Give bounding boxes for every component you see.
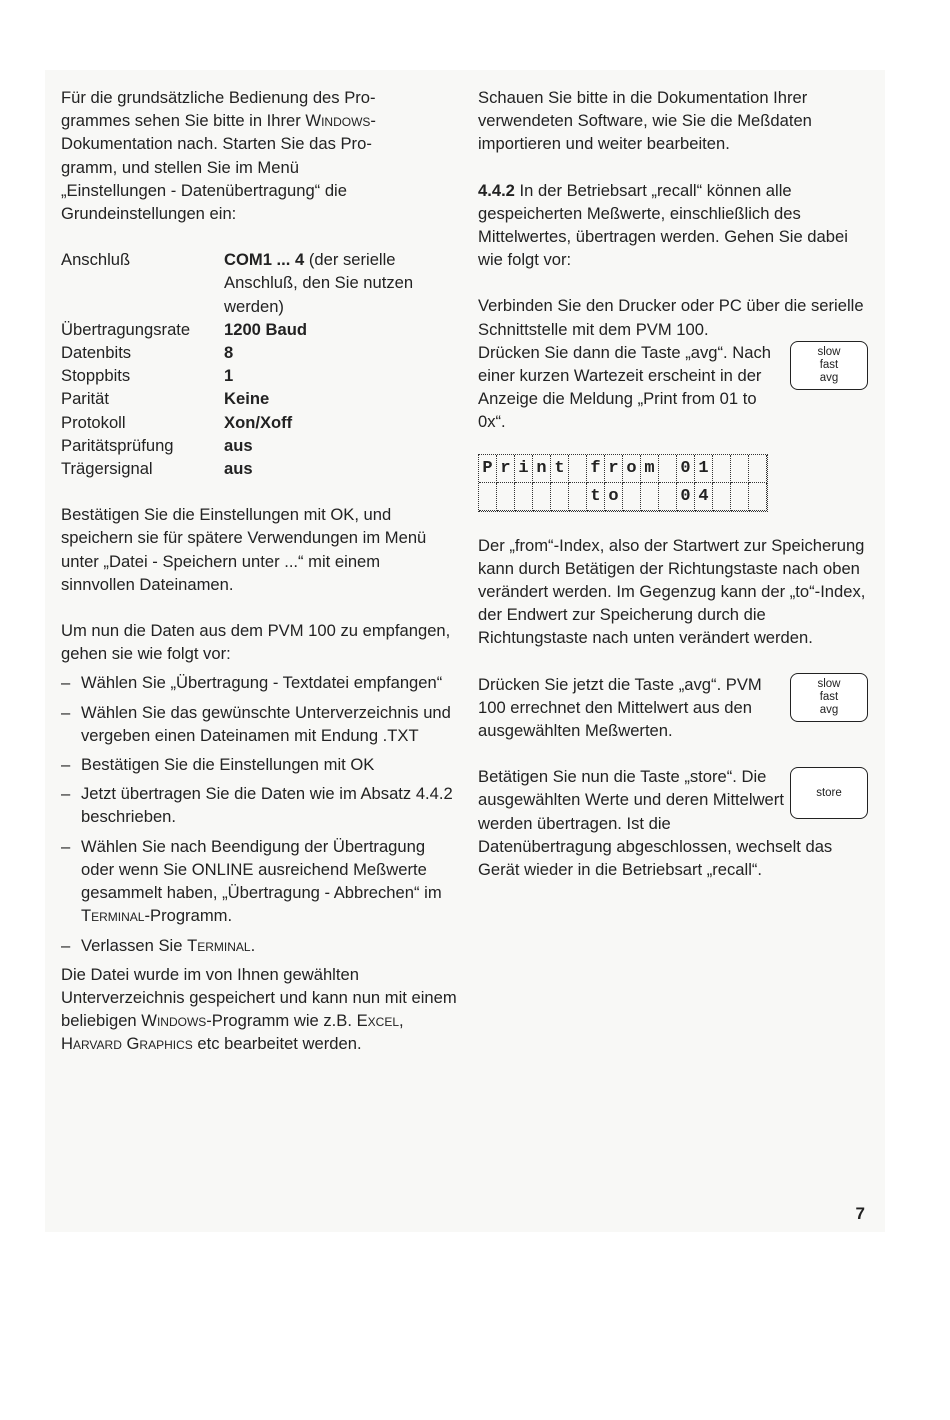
list-item: – Wählen Sie nach Beendigung der Übertragung oder wenn Sie ONLINE ausreichend Meßwerte gesammelt haben, „Übertragung - Abbrechen“ im Terminal-Programm. <box>61 835 457 928</box>
settings-row <box>61 387 457 410</box>
settings-row <box>61 248 457 318</box>
connect-paragraph: Verbinden Sie den Drucker oder PC über die serielle Schnittstelle mit dem PVM 100. <box>478 296 864 339</box>
lcd-cell: f <box>587 455 605 483</box>
press-store-paragraph: Betätigen Sie nun die Taste „store“. Die ausgewählten Werte und deren Mittelwert werden übertragen. Ist die Datenübertragung abgeschlossen, wechselt das Gerät wieder in die Betriebsart „recall“. <box>478 767 833 880</box>
intro-paragraph: Für die grundsätzliche Bedienung des Pro- grammes sehen Sie bitte in Ihrer Windows- Dokumentation nach. Starten Sie das Pro- gramm, und stellen Sie im Menü „Einstellungen - Datenübertragung“ die Grundeinstellungen ein: <box>61 88 376 224</box>
steps-list <box>61 671 457 956</box>
lcd-cell: r <box>497 455 515 483</box>
section-number: 4.4.2 <box>478 180 515 200</box>
settings-row <box>61 434 457 457</box>
list-item: – Wählen Sie „Übertragung - Textdatei empfangen“ <box>61 671 457 694</box>
lcd-cell <box>479 483 497 511</box>
lcd-cell <box>659 483 677 511</box>
setting-label: Paritätsprüfung <box>61 435 174 455</box>
setting-value: Keine <box>224 389 270 409</box>
settings-row <box>61 457 457 480</box>
documentation-paragraph: Schauen Sie bitte in die Dokumentation Ihrer verwendeten Software, wie Sie die Meßdaten importieren und weiter bearbeiten. <box>478 88 812 154</box>
store-key[interactable]: store <box>790 767 868 819</box>
lcd-cell <box>497 483 515 511</box>
document-page <box>45 70 885 1232</box>
lcd-cell: n <box>533 455 551 483</box>
lcd-cell: 1 <box>695 455 713 483</box>
setting-label: Parität <box>61 389 109 409</box>
right-column <box>478 86 870 881</box>
lcd-cell: o <box>605 483 623 511</box>
lcd-cell <box>713 455 731 483</box>
lcd-cell: i <box>515 455 533 483</box>
lcd-cell: P <box>479 455 497 483</box>
setting-label: Trägersignal <box>61 459 153 479</box>
lcd-cell <box>659 455 677 483</box>
list-item: – Wählen Sie das gewünschte Unterverzeichnis und vergeben einen Dateinamen mit Endung .TXT <box>61 701 457 747</box>
lcd-cell <box>713 483 731 511</box>
lcd-cell <box>569 483 587 511</box>
section-4-4-2-paragraph: 4.4.2 In der Betriebsart „recall“ können alle gespeicherten Meßwerte, einschließlich des Mittelwertes, übertragen werden. Gehen Sie dabei wie folgt vor: <box>478 180 848 270</box>
setting-label: Datenbits <box>61 343 132 363</box>
press-avg-2-paragraph: Drücken Sie jetzt die Taste „avg“. PVM 100 errechnet den Mittelwert aus den ausgewählten Meßwerten. <box>478 674 762 741</box>
settings-row <box>61 341 457 364</box>
lcd-cell <box>515 483 533 511</box>
list-item: – Verlassen Sie Terminal. <box>61 934 457 957</box>
lcd-cell <box>749 483 767 511</box>
lcd-cell: t <box>587 483 605 511</box>
settings-row <box>61 411 457 434</box>
setting-value: aus <box>224 435 253 455</box>
setting-label: Übertragungsrate <box>61 319 191 339</box>
lcd-grid <box>478 454 768 512</box>
from-to-paragraph: Der „from“-Index, also der Startwert zur Speicherung kann durch Betätigen der Richtungstaste nach oben verändert werden. Im Gegenzug kann der „to“-Index, der Endwert zur Speicherung durch die Richtungstaste nach unten verändert werden. <box>478 535 866 648</box>
outro-paragraph: Die Datei wurde im von Ihnen gewählten Unterverzeichnis gespeichert und kann nun mit einem beliebigen Windows-Programm wie z.B. Excel, Harvard Graphics etc bearbeitet werden. <box>61 964 457 1054</box>
lcd-cell: m <box>641 455 659 483</box>
confirm-paragraph: Bestätigen Sie die Einstellungen mit OK, und speichern sie für spätere Verwendungen im Menü unter „Datei - Speichern unter ...“ mit einem sinnvollen Dateinamen. <box>61 505 427 594</box>
setting-label: Stoppbits <box>61 366 131 386</box>
lcd-cell: r <box>605 455 623 483</box>
press-avg-paragraph: Drücken Sie dann die Taste „avg“. Nach einer kurzen Wartezeit erscheint in der Anzeige die Meldung „Print from 01 to 0x“. <box>478 342 772 432</box>
lcd-cell <box>749 455 767 483</box>
setting-value: 1 <box>224 366 234 386</box>
lcd-cell <box>569 455 587 483</box>
list-item: – Bestätigen Sie die Einstellungen mit OK <box>61 753 457 776</box>
settings-table <box>61 248 457 480</box>
lcd-cell: t <box>551 455 569 483</box>
left-column <box>61 86 457 1056</box>
lcd-cell <box>551 483 569 511</box>
slow-fast-avg-key[interactable]: slow fast avg <box>790 341 868 390</box>
lcd-cell <box>731 483 749 511</box>
lcd-cell <box>623 483 641 511</box>
page-number: 7 <box>855 1204 865 1223</box>
press-avg-2-block <box>478 673 870 743</box>
setting-value: 1200 Baud <box>224 319 308 339</box>
lcd-cell <box>731 455 749 483</box>
lcd-cell: 4 <box>695 483 713 511</box>
lcd-cell <box>533 483 551 511</box>
setting-label: Protokoll <box>61 412 126 432</box>
setting-value: Xon/Xoff <box>224 412 293 432</box>
setting-value: aus <box>224 459 253 479</box>
lcd-display <box>478 454 870 512</box>
lcd-cell <box>641 483 659 511</box>
lcd-cell: o <box>623 455 641 483</box>
receive-intro-paragraph: Um nun die Daten aus dem PVM 100 zu empfangen, gehen sie wie folgt vor: <box>61 621 451 664</box>
press-store-block <box>478 765 870 881</box>
list-item: – Jetzt übertragen Sie die Daten wie im Absatz 4.4.2 beschrieben. <box>61 782 457 828</box>
setting-value: 8 <box>224 343 234 363</box>
settings-row <box>61 318 457 341</box>
lcd-cell: 0 <box>677 455 695 483</box>
setting-value: COM1 ... 4 (der serielle Anschluß, den Sie nutzen werden) <box>224 250 414 316</box>
settings-row <box>61 364 457 387</box>
lcd-cell: 0 <box>677 483 695 511</box>
press-avg-block <box>478 341 870 434</box>
slow-fast-avg-key-2[interactable]: slow fast avg <box>790 673 868 722</box>
setting-label: Anschluß <box>61 250 131 270</box>
